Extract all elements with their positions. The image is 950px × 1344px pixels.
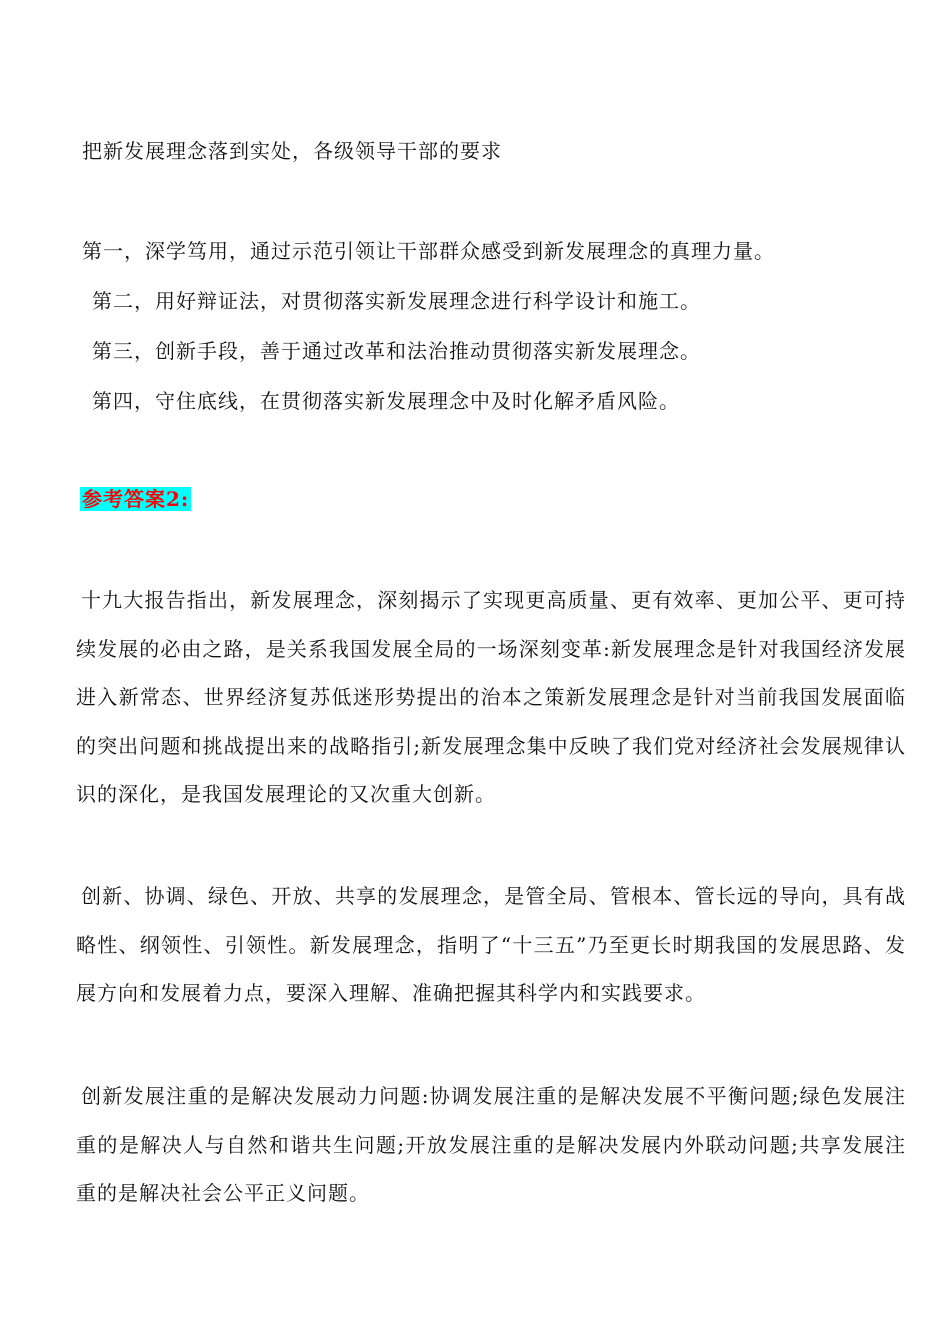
paragraph-3: 创新发展注重的是解决发展动力问题:协调发展注重的是解决发展不平衡问题;绿色发展注重的是解决人与自然和谐共生问题;开放发展注重的是解决发展内外联动问题;共享发展注重的是解决社会公平正义问题。 [76, 1084, 906, 1205]
document-heading: 把新发展理念落到实处，各级领导干部的要求 [82, 139, 502, 163]
paragraph-2: 创新、协调、绿色、开放、共享的发展理念，是管全局、管根本、管长远的导向，具有战略性、纲领性、引领性。新发展理念，指明了“十三五”乃至更长时期我国的发展思路、发展方向和发展着力点，要深入理解、准确把握其科学内和实践要求。 [76, 884, 906, 1005]
point-1: 第一，深学笃用，通过示范引领让干部群众感受到新发展理念的真理力量。 [82, 239, 775, 263]
paragraph-1: 十九大报告指出，新发展理念，深刻揭示了实现更高质量、更有效率、更加公平、更可持续发展的必由之路，是关系我国发展全局的一场深刻变革:新发展理念是针对我国经济发展进入新常态、世界经济复苏低迷形势提出的治本之策新发展理念是针对当前我国发展面临的突出问题和挑战提出来的战略指引;新发展理念集中反映了我们党对经济社会发展规律认识的深化，是我国发展理论的又次重大创新。 [76, 588, 906, 806]
point-4: 第四，守住底线，在贯彻落实新发展理念中及时化解矛盾风险。 [92, 389, 680, 413]
answer-label: 参考答案2: [82, 487, 190, 511]
point-3: 第三，创新手段，善于通过改革和法治推动贯彻落实新发展理念。 [92, 339, 701, 363]
point-2: 第二，用好辩证法，对贯彻落实新发展理念进行科学设计和施工。 [92, 289, 701, 313]
